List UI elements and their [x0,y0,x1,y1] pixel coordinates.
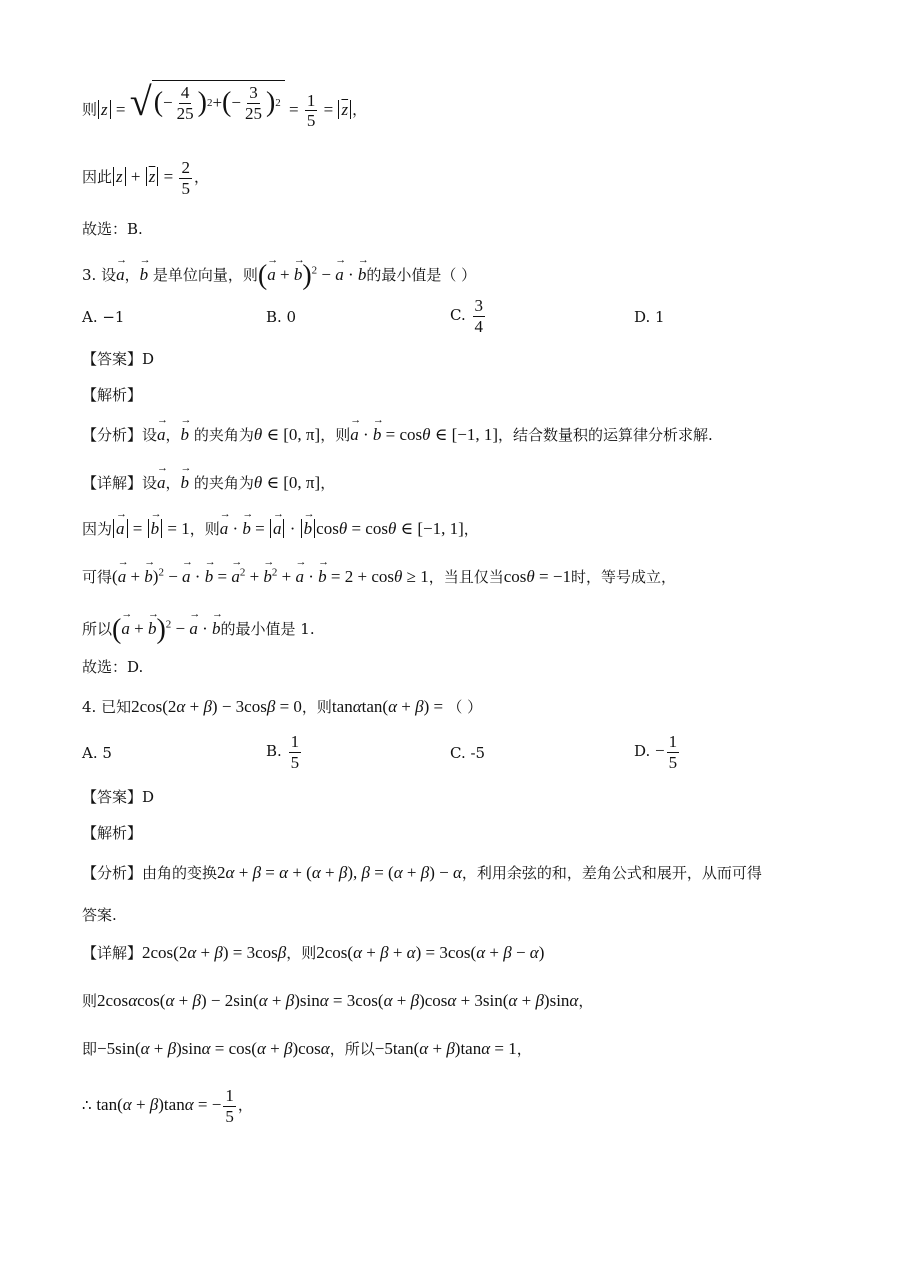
text: 所以 [82,619,113,638]
math-expr: −5sin(α + β)sinα = cos(α + β)cosα [97,1039,330,1058]
math-expr: 2cos(2α + β) − 3cosβ = 0 [131,697,302,716]
math-expr: $z + \overline{z}$ = $\frac{2}{5}$ [112,167,194,186]
detail-3-2 [82,518,479,539]
sep: ， [124,265,140,284]
denominator: 4 [474,316,483,336]
text: 由角的变换 [142,864,218,882]
text: ， [516,1040,532,1058]
denominator: 5 [668,752,678,772]
text: ，则 [189,520,220,538]
text: ，当且仅当 [428,568,504,586]
option-a: A. −1 [82,308,125,326]
question-4 [82,696,482,717]
analysis-3: 【解析】 [82,386,143,404]
option-d: D. − $\frac{1}{5}$ [634,732,678,772]
text: ，则 [301,698,332,716]
detail-4-3 [82,1038,532,1059]
text: （ ） [447,698,483,716]
math-expr: z = √ ( − $\frac{4}{25}$ ) 2 + ( − $\frac{3}{25}$ ) 2 = $\frac{1}{5}$ = $\overline{z}$ [97,100,352,119]
text: 的夹角为 [189,474,254,492]
math-expr: (→ a + → b)$^2$ − → a · → b [112,619,221,638]
math-expr: −5tan(α + β)tanα = 1 [374,1039,517,1058]
math-expr: cosθ = −1 [503,567,571,586]
math-expr: (→ a + → b)$^2$ − → a · → b [258,265,367,284]
math-expr: → a · → b = cosθ ∈ [−1, 1] [350,425,498,444]
option-label: B. [266,742,282,761]
text: ，利用余弦的和，差角公式和展开，从而可得 [461,864,762,882]
text: ， [165,474,181,492]
text: ， [320,474,336,492]
text: ， [165,426,181,444]
denominator: 5 [290,752,300,772]
text-prefix: 则 [82,100,98,119]
option-label: D. [634,742,651,761]
text: 则 [82,992,98,1010]
analysis-4: 【解析】 [82,824,143,842]
math-expr: θ ∈ [0, π] [253,425,321,444]
q3-number: 3. 设 [82,265,117,284]
numerator: 3 [474,296,483,315]
math-expr: → a · → b = → a · → b cosθ = cosθ ∈ [−1, 1] [220,519,464,538]
math-expr: θ ∈ [0, π] [253,473,321,492]
text: 时，等号成立， [570,568,676,586]
text: ， [578,992,594,1010]
math-expr: tanαtan(α + β) = [331,697,448,716]
option-label: C. [450,306,466,325]
text: 设 [142,474,158,492]
detail-3-4 [82,614,315,646]
q3-tail: 的最小值是（ ） [366,265,477,284]
tag: 【详解】 [82,944,143,962]
text: ∴ [82,1095,92,1114]
text: 的夹角为 [189,426,254,444]
option-c [450,296,487,336]
detail-4-4 [82,1086,253,1126]
choose-d: 故选：D. [82,658,144,676]
eq-modulus-z [82,80,367,131]
option-b [266,732,303,772]
numerator: 1 [290,732,300,751]
text: ， [463,520,479,538]
text: 可得 [82,568,113,586]
fenxi-3: 【分析】设→ a，→ b 的夹角为θ ∈ [0, π]，则→ a · → b = cosθ ∈ [−1, 1]，结合数量积的运算律分析求解. [82,424,713,445]
math-expr: (→ a + → b)$^2$ − → a · → b = → $a^2$ + → $b^2$ + → a · → b = 2 + cosθ ≥ 1 [112,567,429,586]
math-expr: 2cosαcos(α + β) − 2sin(α + β)sinα = 3cos(α + β)cosα + 3sin(α + β)sinα [97,991,579,1010]
text: 的最小值是 1. [220,619,315,638]
question-3: 3. 设→ a，→ b 是单位向量，则(→ a + → b)$^2$ − → a · → b的最小值是（ ） [82,260,476,292]
option-d: D. 1 [634,308,665,326]
option-c: C. -5 [450,744,486,762]
detail-4-1 [82,942,544,963]
detail-4-2 [82,990,593,1011]
text-suffix: ， [352,100,368,119]
tag: 【详解】 [82,474,143,492]
q3-mid: 是单位向量，则 [148,265,258,284]
text: ，则 [286,944,317,962]
text: ，结合数量积的运算律分析求解. [497,426,713,444]
text: 因为 [82,520,113,538]
math-expr: 2cos(2α + β) = 3cosβ [142,943,287,962]
answer-4: 【答案】D [82,788,155,806]
math-expr: tan(α + β)tanα = − $\frac{1}{5}$ [96,1086,234,1126]
detail-3-1: 【详解】设→ a，→ b 的夹角为θ ∈ [0, π]， [82,472,335,493]
text: ，则 [320,426,351,444]
text-prefix: 因此 [82,167,113,186]
text: 4. 已知 [82,698,132,716]
math-expr: → a = → b = 1 [112,519,190,538]
eq-sum-modulus [82,158,209,198]
choose-b: 故选：B. [82,220,143,238]
fenxi-4 [82,862,762,883]
option-a: A. 5 [82,744,112,762]
fenxi-4-cont: 答案. [82,906,117,924]
text: 设 [142,426,158,444]
math-expr: 2cos(α + β + α) = 3cos(α + β − α) [316,943,545,962]
answer-3: 【答案】D [82,350,155,368]
text-suffix: ， [193,167,209,186]
text: ，所以 [329,1040,375,1058]
text: ， [237,1095,253,1114]
tag: 【分析】 [82,864,143,882]
numerator: 1 [668,732,678,751]
text: 即 [82,1040,98,1058]
tag: 【分析】 [82,426,143,444]
option-b: B. 0 [266,308,297,326]
math-expr: 2α + β = α + (α + β), β = (α + β) − α [217,863,462,882]
detail-3-3 [82,566,676,587]
